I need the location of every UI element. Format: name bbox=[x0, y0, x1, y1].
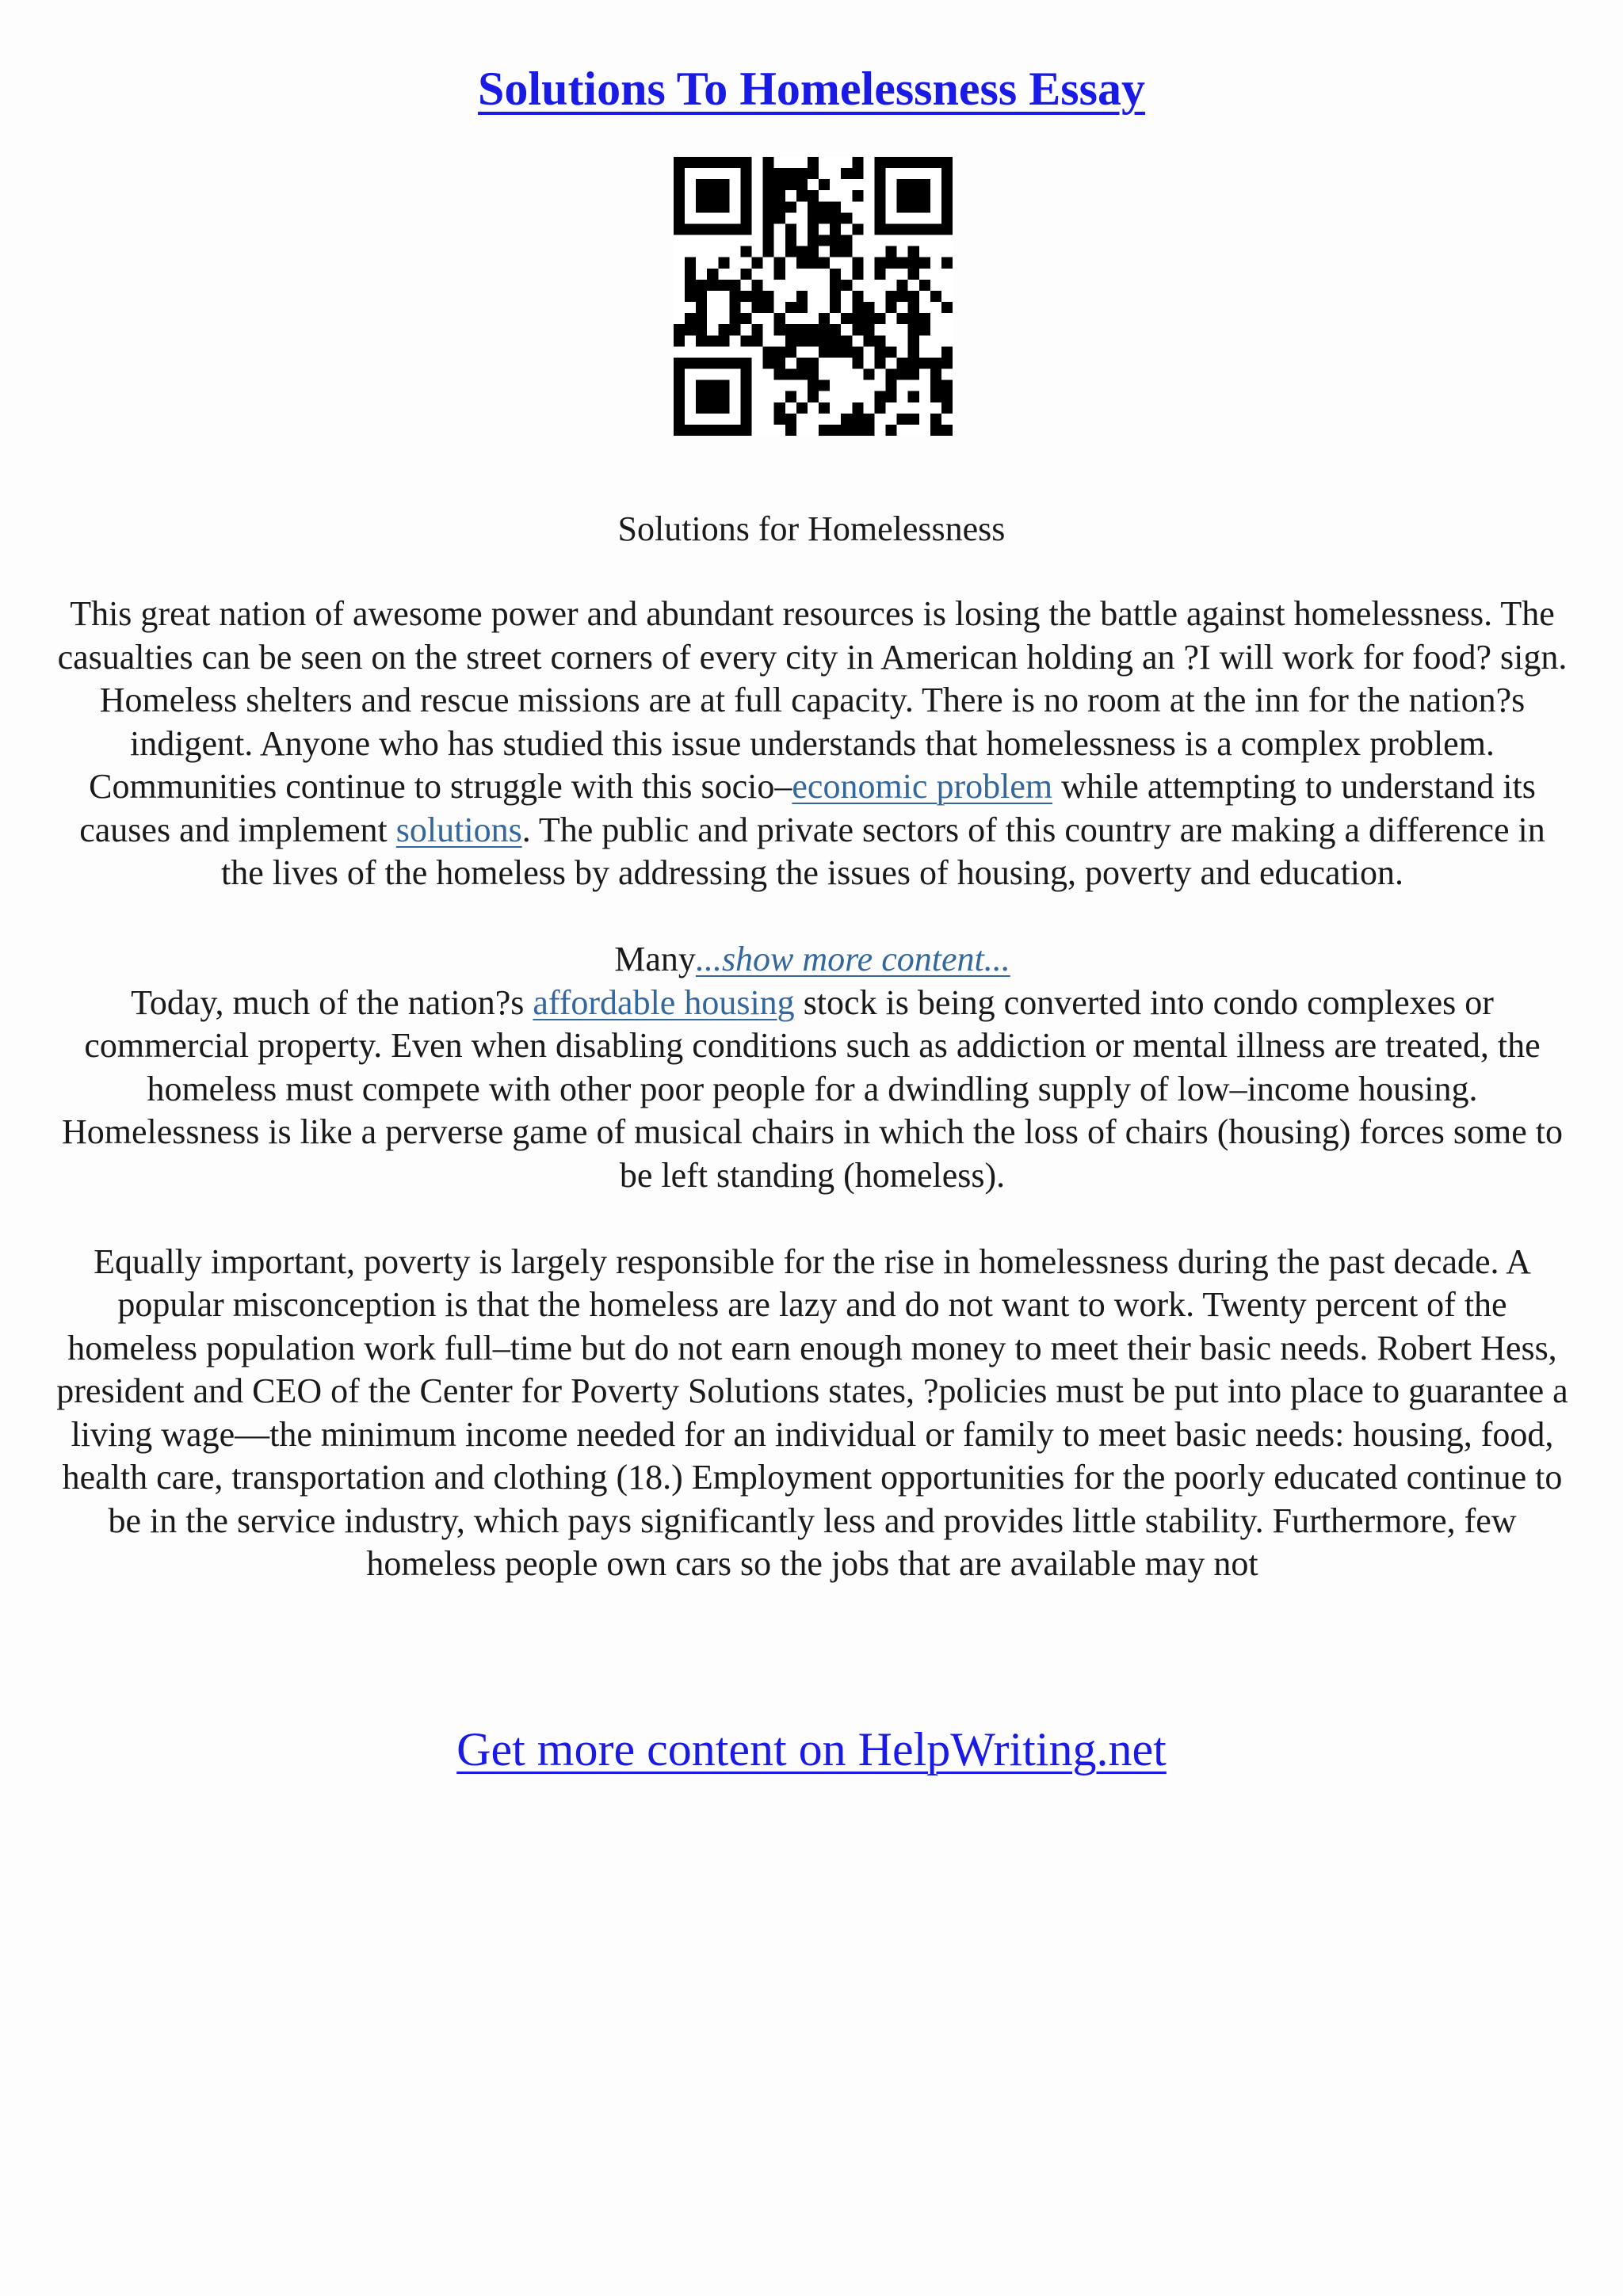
paragraph-1-text-c: . The public and private sectors of this country are making a difference in the lives of the homeless by addressing the issues of housing, poverty and education. bbox=[220, 810, 1545, 892]
paragraph-1-text-b: while attempting to understand its causes and implement bbox=[79, 767, 1536, 849]
footer bbox=[0, 1719, 1623, 1779]
paragraph-1 bbox=[55, 593, 1569, 895]
paragraph-2-text-b: stock is being converted into condo complexes or commercial property. Even when disabling conditions such as addiction or mental illness are treated, the homeless must compete with other poor people for a dwindling supply of low–income housing. Homelessness is like a perverse game of musical chairs in which the loss of chairs (housing) forces some to be left standing (homeless). bbox=[62, 982, 1563, 1195]
paragraph-2 bbox=[55, 938, 1569, 1197]
paragraph-2-lead: Many bbox=[614, 940, 696, 978]
helpwriting-link[interactable]: Get more content on HelpWriting.net bbox=[456, 1723, 1167, 1775]
paragraph-2-text-a: Today, much of the nation?s bbox=[131, 982, 533, 1022]
paragraph-3: Equally important, poverty is largely responsible for the rise in homelessness during the past decade. A popular misconception is that the homeless are lazy and do not want to work. Twenty percent of the homeless population work full–time but do not earn enough money to meet their basic needs. Robert Hess, president and CEO of the Center for Poverty Solutions states, ?policies must be put into place to guarantee a living wage—the minimum income needed for an individual or family to meet basic needs: housing, food, health care, transportation and clothing (18.) Employment opportunities for the poorly educated continue to be in the service industry, which pays significantly less and provides little stability. Furthermore, few homeless people own cars so the jobs that are available may not bbox=[56, 1241, 1568, 1583]
essay-subtitle: Solutions for Homelessness bbox=[617, 509, 1006, 548]
economic-problem-link[interactable]: economic problem bbox=[792, 767, 1053, 806]
show-more-link[interactable]: ...show more content... bbox=[695, 940, 1010, 978]
affordable-housing-link[interactable]: affordable housing bbox=[533, 982, 795, 1022]
title-link[interactable]: Solutions To Homelessness Essay bbox=[478, 63, 1145, 115]
qr-code-icon bbox=[674, 157, 953, 436]
essay-body bbox=[55, 593, 1569, 1586]
paragraph-1-text-a: This great nation of awesome power and abundant resources is losing the battle against homelessness. The casualties can be seen on the street corners of every city in American holding an ?I will work for food? sign. Homeless shelters and rescue missions are at full capacity. There is no room at the inn for the nation?s indigent. Anyone who has studied this issue understands that homelessness is a complex problem. Communities continue to struggle with this socio– bbox=[57, 594, 1568, 806]
solutions-link[interactable]: solutions bbox=[395, 810, 522, 849]
page-title bbox=[0, 57, 1623, 120]
